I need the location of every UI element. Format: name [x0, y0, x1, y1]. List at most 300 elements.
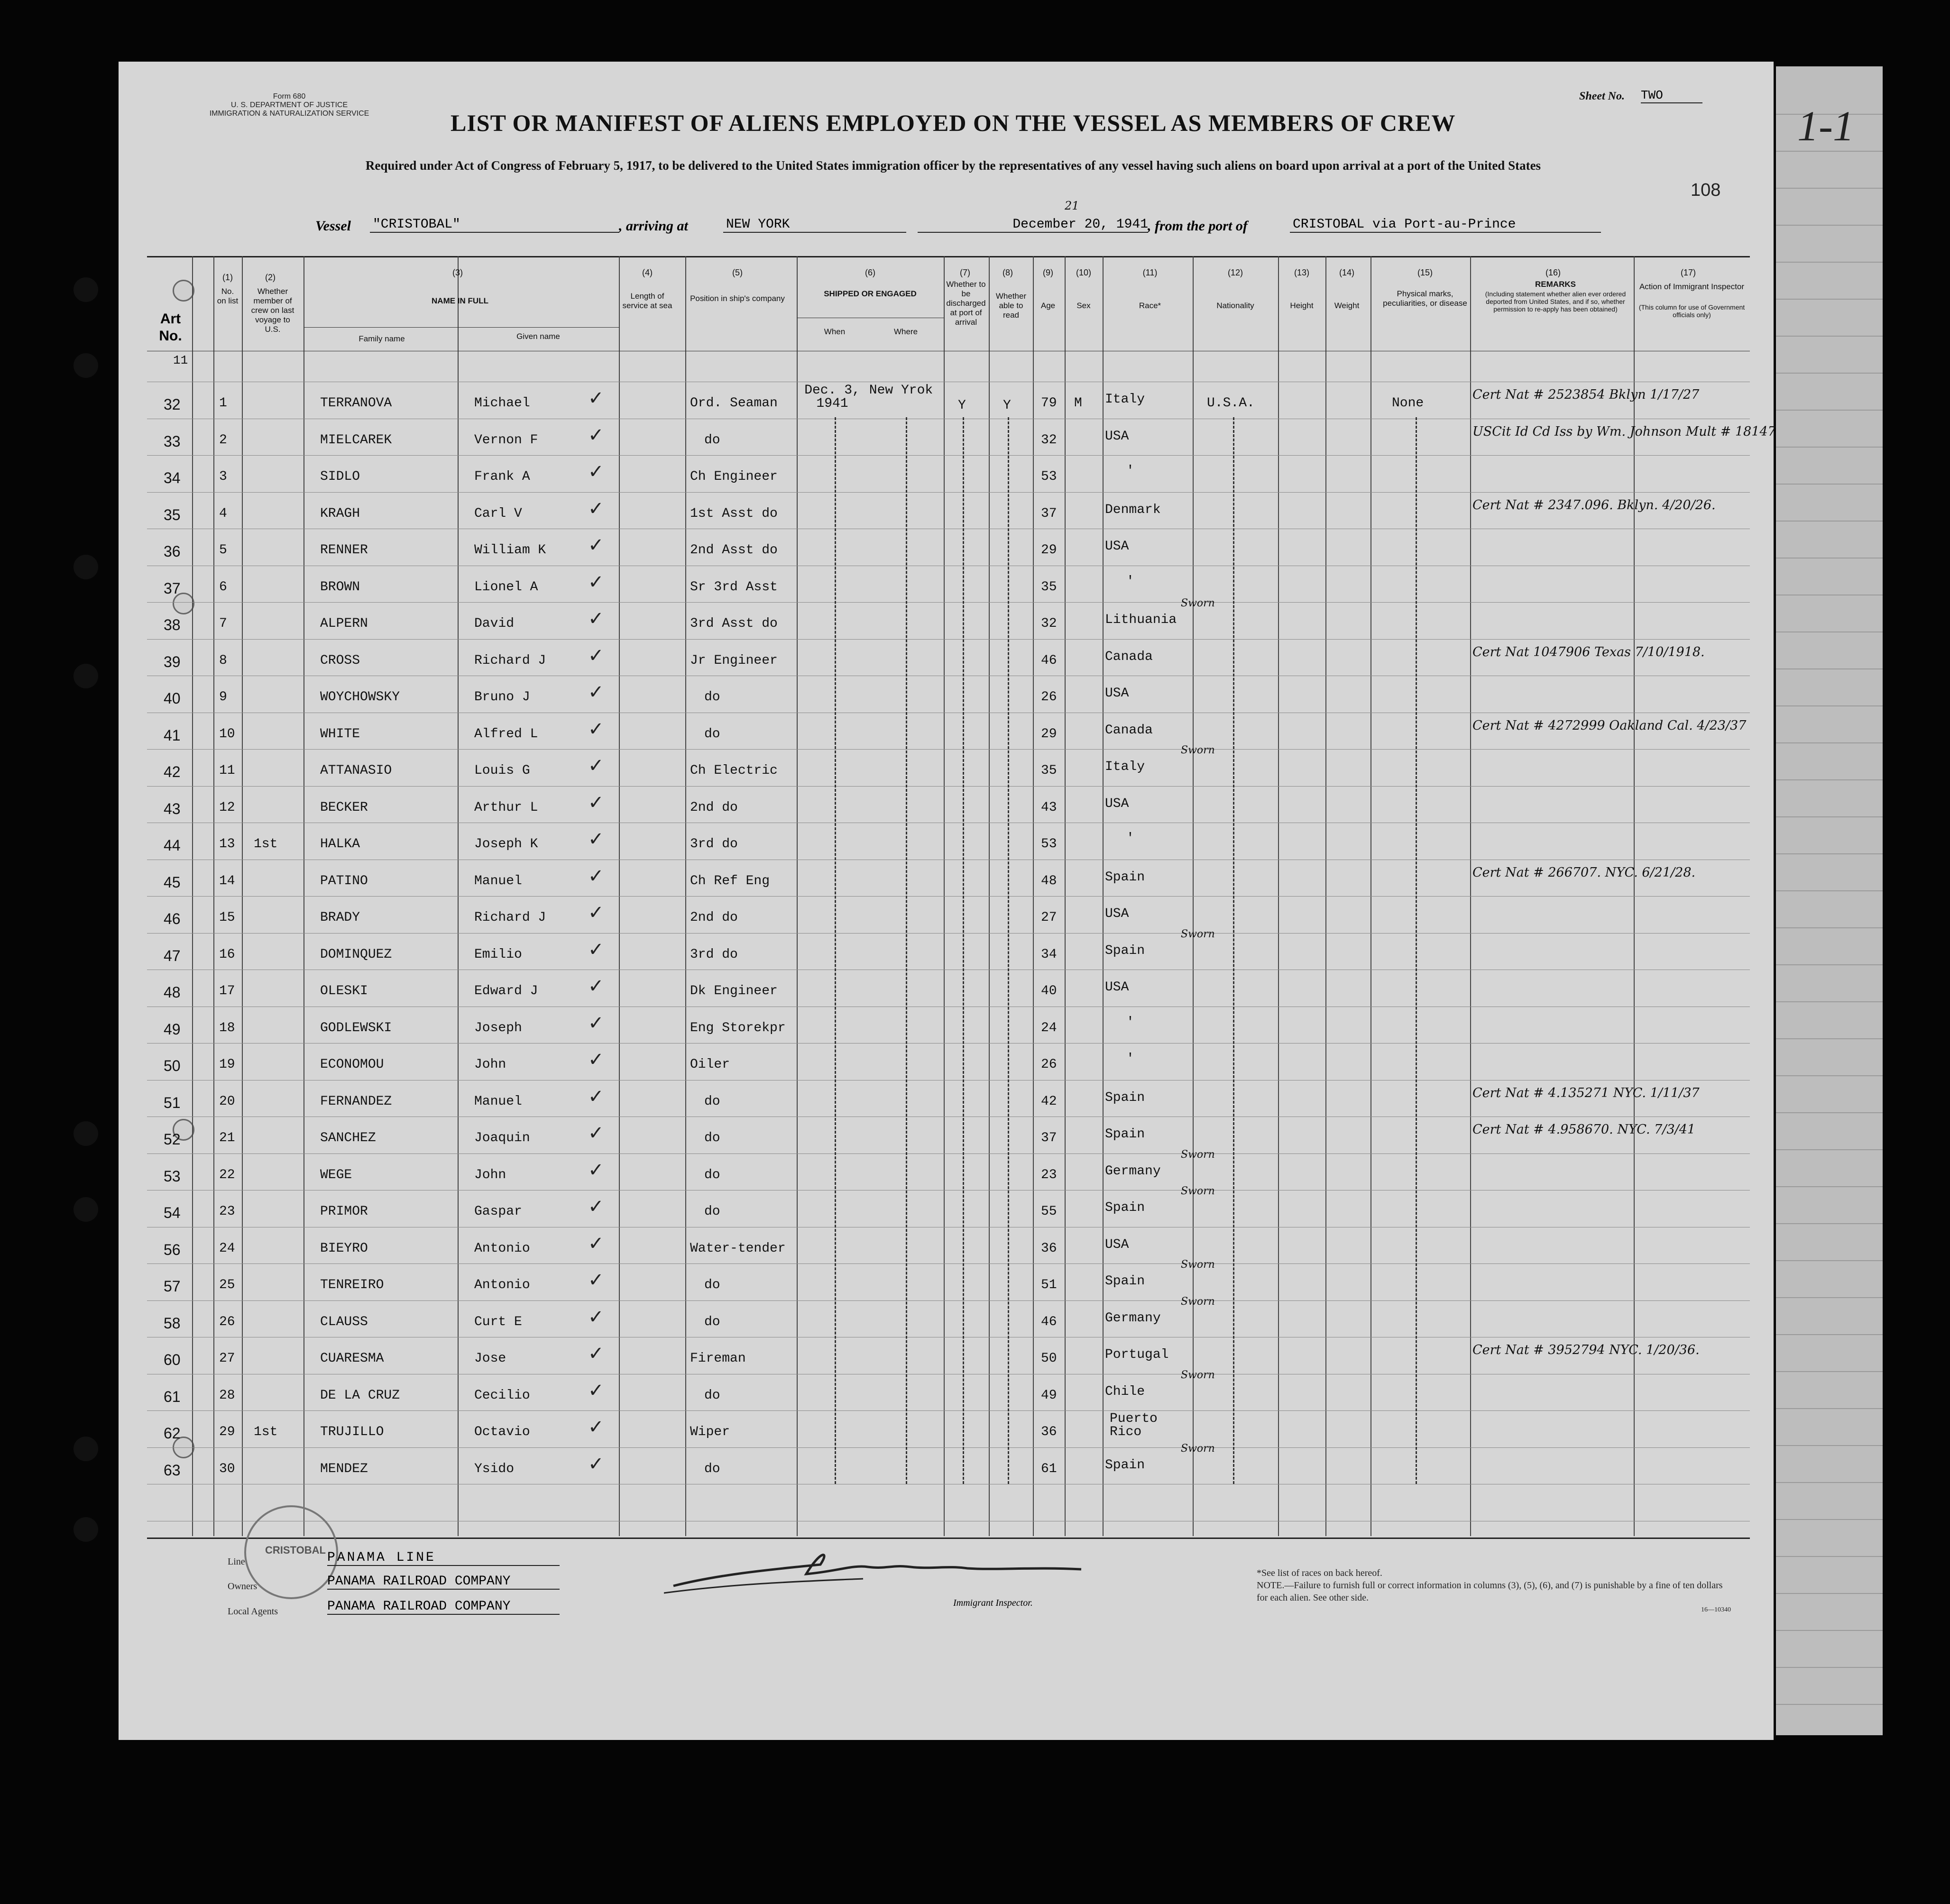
row-rule	[147, 492, 1750, 493]
family-name: BECKER	[320, 800, 368, 815]
ruled-line	[1776, 188, 1883, 189]
list-number: 26	[219, 1315, 235, 1329]
ruled-line	[1776, 447, 1883, 448]
ruled-line	[1776, 1593, 1883, 1594]
row-rule	[147, 455, 1750, 456]
family-name: TENREIRO	[320, 1278, 384, 1292]
remarks: Cert Nat 1047906 Texas 7/10/1918.	[1472, 645, 1705, 659]
given-name: Jose	[474, 1351, 506, 1366]
art-number: 49	[164, 1021, 181, 1038]
race: Spain	[1105, 943, 1145, 958]
footer-note	[1257, 1567, 1731, 1616]
vessel-label: Vessel	[315, 218, 351, 234]
given-name: David	[474, 616, 515, 631]
list-number: 18	[219, 1021, 235, 1035]
inspector-label: Immigrant Inspector.	[953, 1598, 1033, 1608]
race: '	[1126, 464, 1134, 478]
service-name: IMMIGRATION & NATURALIZATION SERVICE	[209, 110, 369, 118]
list-number: 12	[219, 800, 235, 815]
family-name: TERRANOVA	[320, 396, 392, 411]
ruled-line	[1776, 336, 1883, 337]
art-number: 52	[164, 1131, 181, 1148]
check-mark: ✓	[588, 902, 604, 924]
art-number: 63	[164, 1462, 181, 1479]
list-number: 14	[219, 874, 235, 888]
weight-header: Weight	[1334, 301, 1360, 310]
sworn-note: Sworn	[1181, 744, 1215, 756]
position: do	[704, 1168, 720, 1182]
age: 34	[1041, 947, 1057, 962]
position: do	[704, 727, 720, 741]
arrival-port: NEW YORK	[723, 217, 906, 233]
art-number: 44	[164, 837, 181, 854]
list-number: 10	[219, 727, 235, 741]
check-mark: ✓	[588, 645, 604, 667]
age: 40	[1041, 984, 1057, 998]
sworn-note: Sworn	[1181, 928, 1215, 940]
position: Ord. Seaman	[690, 396, 778, 411]
race: USA	[1105, 980, 1129, 995]
position: 1st Asst do	[690, 506, 778, 521]
date-correction: 21	[1065, 199, 1079, 212]
age: 46	[1041, 1315, 1057, 1329]
given-name: Octavio	[474, 1425, 530, 1439]
race: '	[1126, 574, 1134, 589]
ruled-line	[1776, 816, 1883, 817]
list-number: 9	[219, 690, 227, 705]
last-voyage: 1st	[254, 837, 278, 851]
sheet-number-label: Sheet No.	[1579, 90, 1625, 102]
race: '	[1126, 831, 1134, 846]
remarks: USCit Id Cd Iss by Wm. Johnson Mult # 18147	[1472, 424, 1776, 439]
length-of-service-header: Length of service at sea	[622, 292, 672, 310]
art-number: 35	[164, 506, 181, 523]
art-number: 36	[164, 543, 181, 560]
given-name: Arthur L	[474, 800, 538, 815]
given-name: John	[474, 1168, 506, 1182]
age: 61	[1041, 1462, 1057, 1476]
ruled-line	[1776, 1001, 1883, 1002]
position: Wiper	[690, 1425, 730, 1439]
ditto-line	[906, 417, 907, 1484]
art-number: 39	[164, 653, 181, 670]
agents-label: Local Agents	[228, 1606, 278, 1617]
ruled-line	[1776, 927, 1883, 928]
family-name: BIEYRO	[320, 1241, 368, 1256]
check-mark: ✓	[588, 1122, 604, 1144]
last-voyage-header: Whether member of crew on last voyage to U.S.	[251, 287, 294, 334]
ruled-line	[1776, 1038, 1883, 1039]
check-mark: ✓	[588, 534, 604, 556]
family-name: PRIMOR	[320, 1204, 368, 1219]
family-name: WOYCHOWSKY	[320, 690, 400, 705]
remarks: Cert Nat # 2347.096. Bklyn. 4/20/26.	[1472, 498, 1716, 513]
position: Ch Ref Eng	[690, 874, 770, 888]
family-name: HALKA	[320, 837, 360, 851]
remarks: Cert Nat # 4.958670. NYC. 7/3/41	[1472, 1122, 1696, 1137]
art-number: 56	[164, 1241, 181, 1258]
ruled-line	[1776, 1223, 1883, 1224]
family-name: ATTANASIO	[320, 763, 392, 778]
race: USA	[1105, 796, 1129, 811]
list-number: 17	[219, 984, 235, 998]
row-rule	[147, 602, 1750, 603]
given-name: Joseph	[474, 1021, 522, 1035]
inspector-signature	[664, 1546, 1091, 1602]
age: 79	[1041, 396, 1057, 411]
col-num: (17)	[1680, 268, 1696, 277]
art-number: 32	[164, 396, 181, 413]
position: Jr Engineer	[690, 653, 778, 668]
check-mark: ✓	[588, 1269, 604, 1291]
position: 3rd do	[690, 837, 738, 851]
ruled-line	[1776, 225, 1883, 226]
family-name: SIDLO	[320, 469, 360, 484]
row-rule	[147, 933, 1750, 934]
check-mark: ✓	[588, 718, 604, 740]
when-header: When	[824, 327, 846, 336]
adjacent-page	[1776, 66, 1883, 1735]
punch-hole	[74, 1197, 98, 1222]
list-number-header: No. on list	[217, 287, 239, 305]
family-name: MENDEZ	[320, 1462, 368, 1476]
age: 29	[1041, 543, 1057, 558]
given-name: Emilio	[474, 947, 522, 962]
position: Sr 3rd Asst	[690, 580, 778, 595]
family-name: BRADY	[320, 910, 360, 925]
age: 36	[1041, 1425, 1057, 1439]
punch-hole	[74, 1437, 98, 1461]
check-mark: ✓	[588, 1049, 604, 1071]
col-num: (5)	[732, 268, 743, 277]
ruled-line	[1776, 779, 1883, 780]
age: 27	[1041, 910, 1057, 925]
given-name: Curt E	[474, 1315, 522, 1329]
position: do	[704, 1131, 720, 1145]
position: do	[704, 690, 720, 705]
ruled-line	[1776, 1297, 1883, 1298]
ruled-line	[1776, 262, 1883, 263]
ruled-line	[1776, 964, 1883, 965]
col-num: (3)	[452, 268, 463, 277]
given-name: William K	[474, 543, 546, 558]
row-rule	[147, 1300, 1750, 1301]
family-name: CUARESMA	[320, 1351, 384, 1366]
height-header: Height	[1290, 301, 1314, 310]
art-number: 50	[164, 1057, 181, 1074]
given-name: Lionel A	[474, 580, 538, 595]
art-number: 58	[164, 1315, 181, 1332]
ruled-line	[1776, 299, 1883, 300]
list-number: 29	[219, 1425, 235, 1439]
ruled-line	[1776, 484, 1883, 485]
check-mark: ✓	[588, 792, 604, 814]
ruled-line	[1776, 853, 1883, 854]
list-number: 6	[219, 580, 227, 595]
ruled-line	[1776, 1075, 1883, 1076]
position: 2nd do	[690, 800, 738, 815]
race: Denmark	[1105, 503, 1161, 517]
col-num: (6)	[865, 268, 875, 277]
age: 36	[1041, 1241, 1057, 1256]
position: Ch Engineer	[690, 469, 778, 484]
family-name: MIELCAREK	[320, 433, 392, 448]
ditto-line	[1416, 417, 1417, 1484]
race: USA	[1105, 1237, 1129, 1252]
list-number: 19	[219, 1057, 235, 1072]
remarks-header: REMARKS	[1535, 280, 1576, 289]
owners-label: Owners	[228, 1581, 258, 1592]
list-number: 30	[219, 1462, 235, 1476]
list-number: 27	[219, 1351, 235, 1366]
col-num: (12)	[1227, 268, 1243, 277]
art-number: 53	[164, 1168, 181, 1185]
list-number: 25	[219, 1278, 235, 1292]
race-header: Race*	[1139, 301, 1161, 310]
check-mark: ✓	[588, 1416, 604, 1438]
race: Spain	[1105, 1127, 1145, 1142]
position: do	[704, 1462, 720, 1476]
list-number: 7	[219, 616, 227, 631]
position: 3rd Asst do	[690, 616, 778, 631]
physical-marks: None	[1392, 396, 1424, 411]
row-rule	[147, 1447, 1750, 1448]
row-rule	[147, 1153, 1750, 1154]
able-to-read-header: Whether able to read	[995, 292, 1027, 320]
arriving-label: , arriving at	[619, 218, 688, 234]
col-num: (10)	[1076, 268, 1091, 277]
ruled-line	[1776, 705, 1883, 706]
position: Dk Engineer	[690, 984, 778, 998]
given-name: Frank A	[474, 469, 530, 484]
race: Canada	[1105, 650, 1153, 664]
art-number: 34	[164, 469, 181, 486]
family-name: ALPERN	[320, 616, 368, 631]
family-name: RENNER	[320, 543, 368, 558]
list-number: 8	[219, 653, 227, 668]
remarks: Cert Nat # 4272999 Oakland Cal. 4/23/37	[1472, 718, 1747, 733]
shipped-when: Dec. 3, 1941	[804, 383, 860, 411]
check-mark: ✓	[588, 461, 604, 483]
art-number: 42	[164, 763, 181, 780]
check-mark: ✓	[588, 828, 604, 850]
form-info	[199, 92, 379, 118]
list-number: 15	[219, 910, 235, 925]
check-mark: ✓	[588, 1196, 604, 1217]
age: 29	[1041, 727, 1057, 741]
list-number: 5	[219, 543, 227, 558]
col-num: (9)	[1043, 268, 1053, 277]
punch-hole	[74, 353, 98, 378]
race: Italy	[1105, 760, 1145, 774]
position-header: Position in ship's company	[690, 294, 785, 303]
sworn-note: Sworn	[1181, 1296, 1215, 1308]
list-number: 28	[219, 1388, 235, 1403]
ditto-line	[963, 417, 964, 1484]
ruled-line	[1776, 1704, 1883, 1705]
family-name: OLESKI	[320, 984, 368, 998]
list-number: 24	[219, 1241, 235, 1256]
art-number: 43	[164, 800, 181, 817]
age: 32	[1041, 616, 1057, 631]
check-mark: ✓	[588, 1453, 604, 1475]
list-number: 21	[219, 1131, 235, 1145]
from-port-label: , from the port of	[1148, 218, 1248, 234]
given-name: Joaquin	[474, 1131, 530, 1145]
punch-hole	[74, 1121, 98, 1146]
form-number: Form 680	[273, 92, 306, 101]
departure-port: CRISTOBAL via Port-au-Prince	[1290, 217, 1601, 233]
family-name: TRUJILLO	[320, 1425, 384, 1439]
family-name: KRAGH	[320, 506, 360, 521]
race: Germany	[1105, 1311, 1161, 1326]
art-no-header: Art No.	[159, 311, 182, 344]
position: Ch Electric	[690, 763, 778, 778]
ruled-line	[1776, 1186, 1883, 1187]
check-mark: ✓	[588, 387, 604, 409]
ruled-line	[1776, 1519, 1883, 1520]
discharged-header: Whether to be discharged at port of arrival	[946, 280, 986, 327]
sex-header: Sex	[1076, 301, 1091, 310]
art-number: 57	[164, 1278, 181, 1295]
age: 53	[1041, 469, 1057, 484]
check-mark: ✓	[588, 424, 604, 446]
ditto-line	[1233, 417, 1234, 1484]
pencil-mark: 1-1	[1797, 103, 1854, 150]
given-name: Antonio	[474, 1241, 530, 1256]
art-number: 54	[164, 1204, 181, 1221]
list-number: 16	[219, 947, 235, 962]
to-be-discharged: Y	[958, 398, 966, 413]
ruled-line	[1776, 1556, 1883, 1557]
art-number: 37	[164, 580, 181, 597]
check-mark: ✓	[588, 1012, 604, 1034]
row-rule	[147, 896, 1750, 897]
race: Germany	[1105, 1164, 1161, 1179]
col-num: (7)	[960, 268, 970, 277]
sworn-note: Sworn	[1181, 1149, 1215, 1161]
remarks: Cert Nat # 266707. NYC. 6/21/28.	[1472, 865, 1696, 880]
page-title: LIST OR MANIFEST OF ALIENS EMPLOYED ON THE VESSEL AS MEMBERS OF CREW	[451, 110, 1456, 136]
check-mark: ✓	[588, 1159, 604, 1181]
race: USA	[1105, 906, 1129, 921]
race: '	[1126, 1052, 1134, 1066]
col-num: (4)	[642, 268, 653, 277]
age-header: Age	[1040, 301, 1056, 310]
family-name: GODLEWSKI	[320, 1021, 392, 1035]
list-number: 3	[219, 469, 227, 484]
punch-hole	[74, 1517, 98, 1542]
family-name: DOMINQUEZ	[320, 947, 392, 962]
ruled-line	[1776, 1482, 1883, 1483]
ruled-line	[1776, 1630, 1883, 1631]
row-rule	[147, 639, 1750, 640]
race: Spain	[1105, 1458, 1145, 1473]
check-mark: ✓	[588, 498, 604, 520]
stamp-text: CRISTOBAL	[265, 1544, 326, 1556]
family-name: WHITE	[320, 727, 360, 741]
page-subtitle: Required under Act of Congress of February 5, 1917, to be delivered to the United States immigration officer by the representatives of any vessel having such aliens on board upon arrival at a port of the United States	[365, 158, 1541, 173]
physical-marks-header: Physical marks, peculiarities, or disease	[1383, 289, 1467, 308]
list-number: 1	[219, 396, 227, 411]
age: 32	[1041, 433, 1057, 448]
art-number: 45	[164, 874, 181, 891]
age: 35	[1041, 580, 1057, 595]
col-num: (16)	[1545, 268, 1561, 277]
position: Water-tender	[690, 1241, 786, 1256]
age: 48	[1041, 874, 1057, 888]
position: Eng Storekpr	[690, 1021, 786, 1035]
department-name: U. S. DEPARTMENT OF JUSTICE	[230, 101, 348, 109]
given-name: Richard J	[474, 653, 546, 668]
arrival-date: December 20, 1941	[918, 217, 1148, 233]
race: USA	[1105, 686, 1129, 701]
ruled-line	[1776, 410, 1883, 411]
age: 46	[1041, 653, 1057, 668]
races-note: *See list of races on back hereof.	[1257, 1568, 1382, 1578]
nationality-header: Nationality	[1216, 301, 1254, 310]
print-code: 16—10340	[1701, 1606, 1731, 1613]
check-mark: ✓	[588, 1343, 604, 1364]
family-name: CLAUSS	[320, 1315, 368, 1329]
position: do	[704, 1204, 720, 1219]
inspector-action-note: (This column for use of Government officials only)	[1638, 303, 1745, 319]
ruled-line	[1776, 1260, 1883, 1261]
age: 23	[1041, 1168, 1057, 1182]
shipped-engaged-header: SHIPPED OR ENGAGED	[824, 289, 917, 298]
list-number: 22	[219, 1168, 235, 1182]
age: 35	[1041, 763, 1057, 778]
race: '	[1126, 1015, 1134, 1030]
position: do	[704, 1278, 720, 1292]
where-header: Where	[893, 327, 918, 336]
given-name: Ysido	[474, 1462, 515, 1476]
list-number: 2	[219, 433, 227, 448]
ruled-line	[1776, 668, 1883, 669]
family-name-header: Family name	[359, 334, 405, 343]
ruled-line	[1776, 1112, 1883, 1113]
col-num: (11)	[1142, 268, 1158, 277]
header-rule	[304, 327, 619, 328]
check-mark: ✓	[588, 1306, 604, 1328]
vessel-name: "CRISTOBAL"	[370, 217, 619, 233]
line-name: PANAMA LINE	[327, 1550, 560, 1566]
sheet-number: TWO	[1641, 88, 1702, 103]
family-name: ECONOMOU	[320, 1057, 384, 1072]
col-num: (1)	[222, 273, 233, 282]
given-name: Manuel	[474, 874, 522, 888]
ruled-line	[1776, 151, 1883, 152]
given-name-header: Given name	[516, 332, 560, 341]
list-number: 4	[219, 506, 227, 521]
check-mark: ✓	[588, 1380, 604, 1401]
name-in-full-header: NAME IN FULL	[432, 296, 488, 305]
ruled-line	[1776, 742, 1883, 743]
check-mark: ✓	[588, 865, 604, 887]
race: Chile	[1105, 1384, 1145, 1399]
check-mark: ✓	[588, 1233, 604, 1254]
race: Puerto	[1110, 1411, 1158, 1426]
punch-hole	[74, 277, 98, 302]
check-mark: ✓	[588, 571, 604, 593]
sworn-note: Sworn	[1181, 1369, 1215, 1381]
ruled-line	[1776, 1408, 1883, 1409]
sworn-note: Sworn	[1181, 1259, 1215, 1271]
able-to-read: Y	[1003, 398, 1011, 413]
ditto-line	[1008, 417, 1009, 1484]
race: Canada	[1105, 723, 1153, 738]
row-rule	[147, 1410, 1750, 1411]
